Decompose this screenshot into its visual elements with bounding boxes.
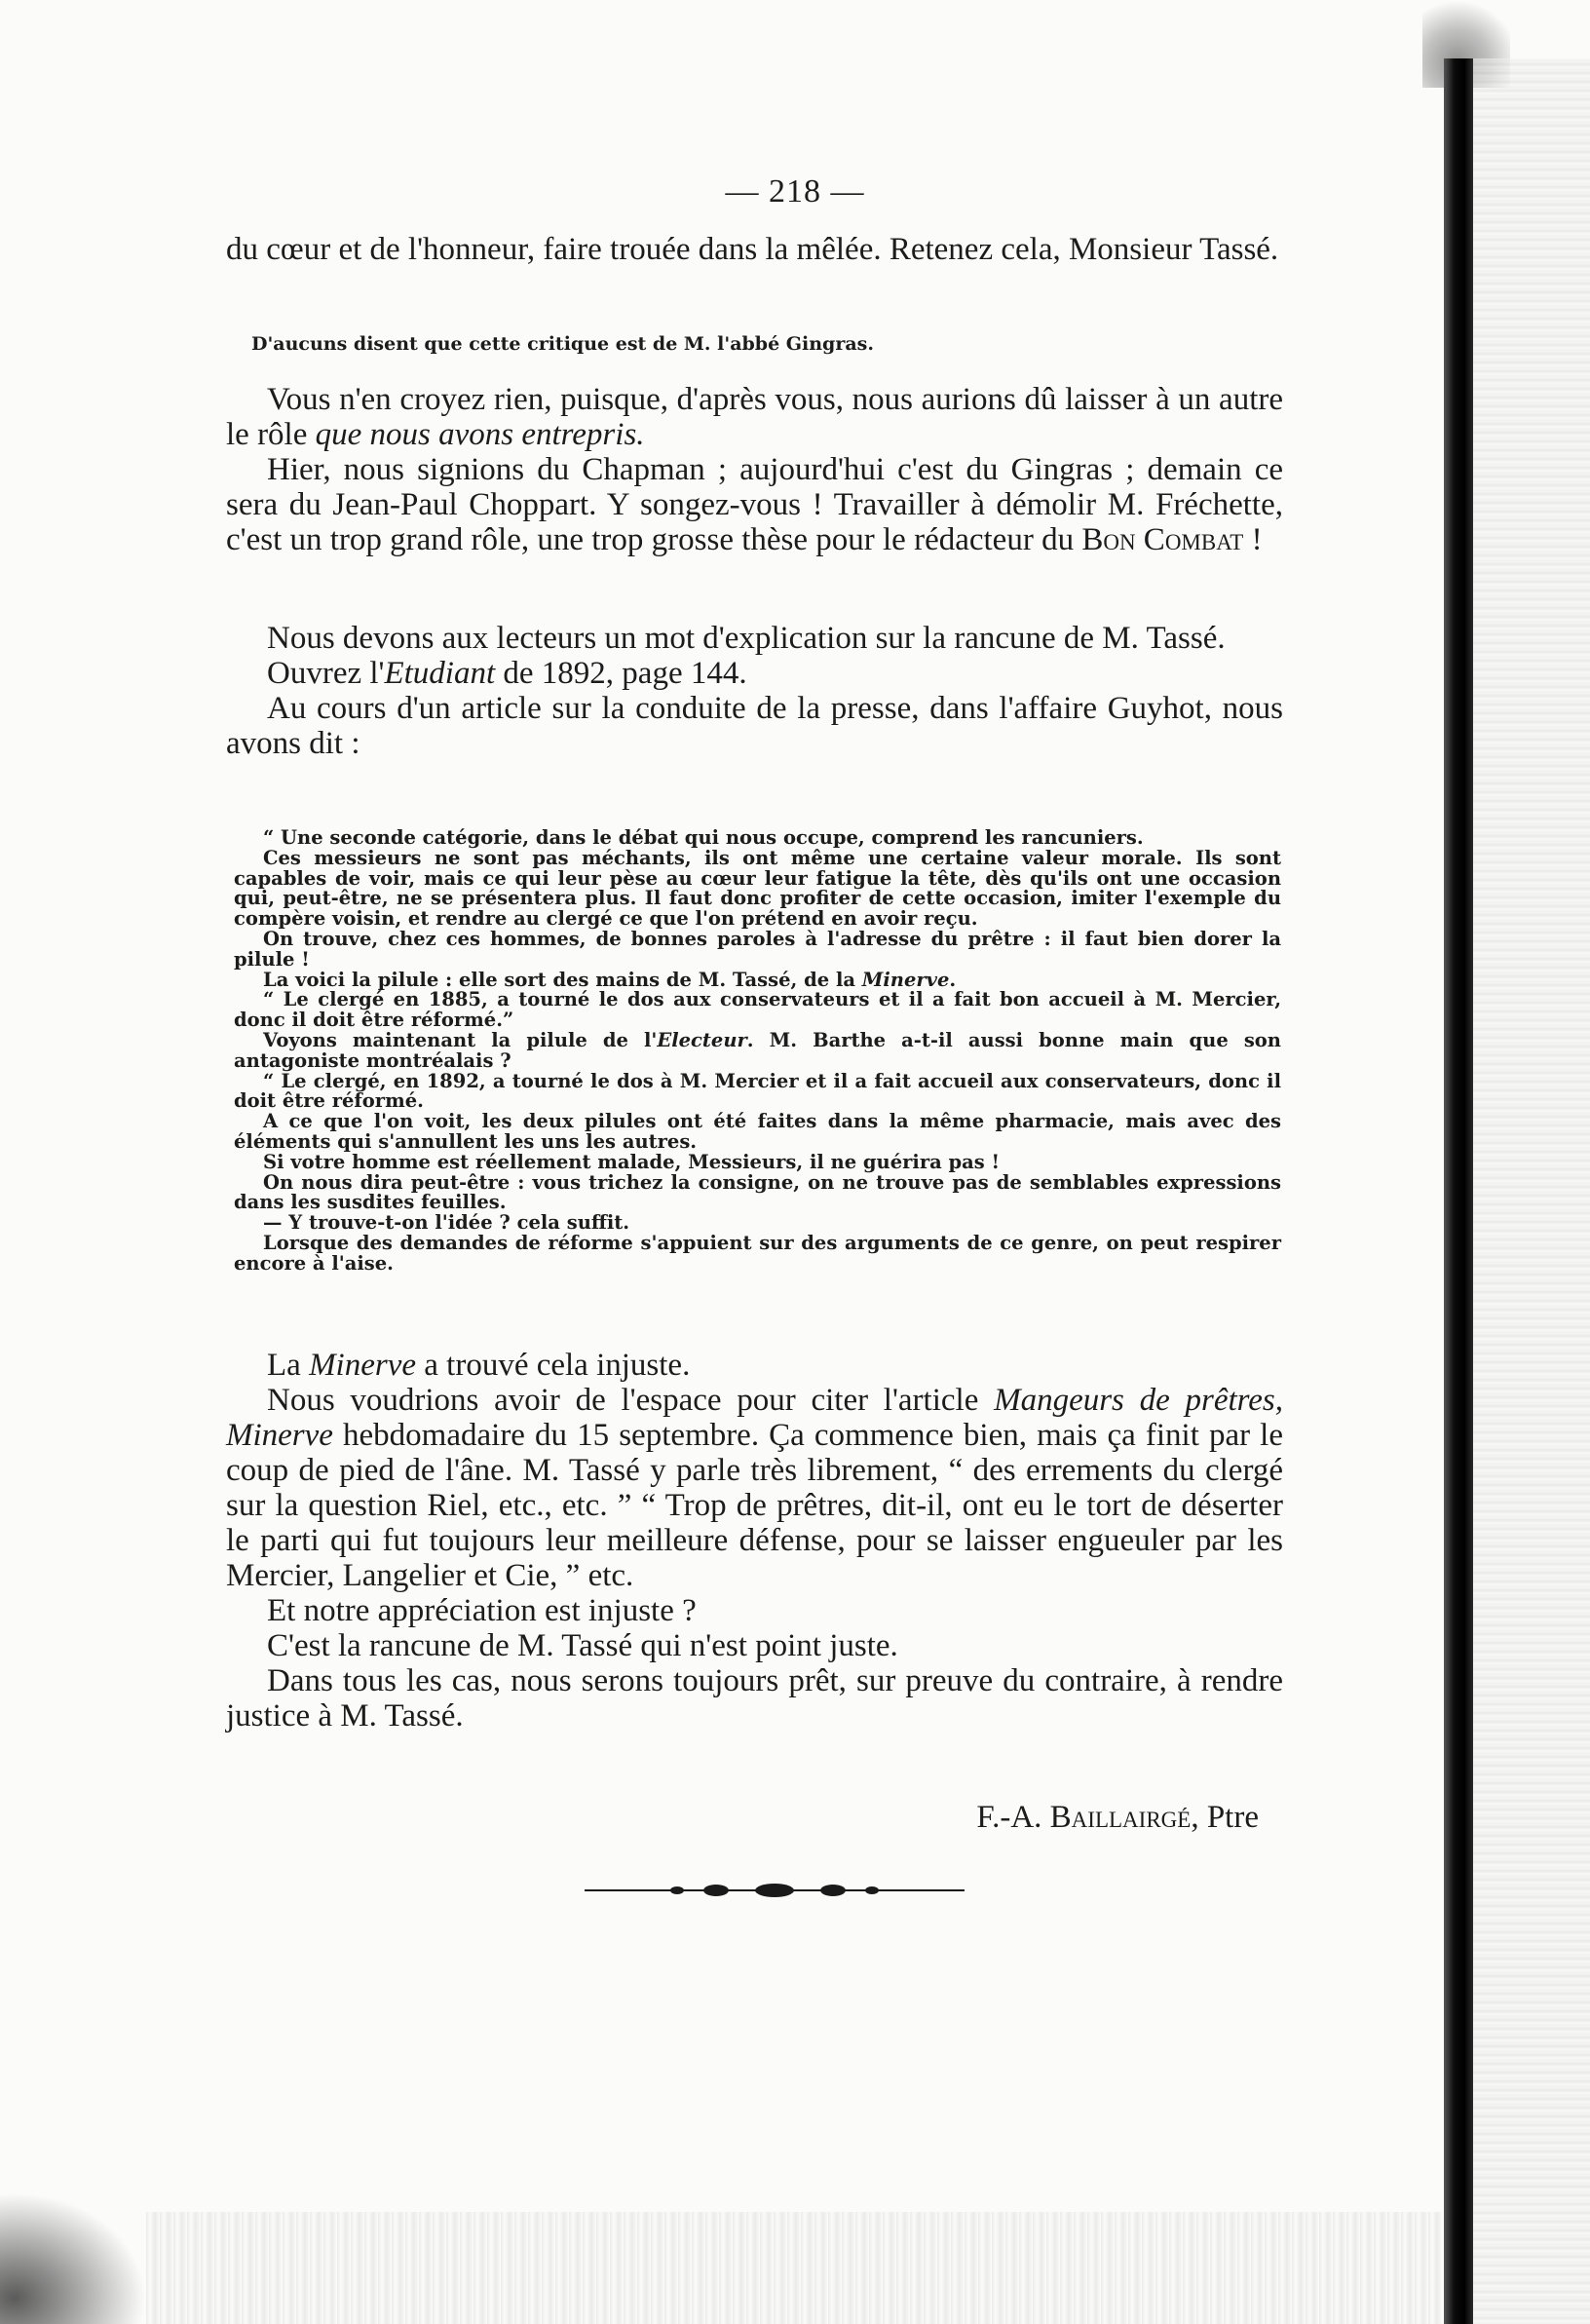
quote-text: “ Le clergé en 1885, a tourné le dos aux conservateurs et il a fait bon accueil à M. Mercier, donc il doit être réformé.” bbox=[234, 988, 1281, 1032]
paragraph-reference bbox=[226, 656, 1283, 691]
paragraph-article-text: Nous voudrions avoir de l'espace pour citer l'article bbox=[267, 1383, 995, 1418]
page-number: — 218 — bbox=[725, 173, 865, 210]
note-block bbox=[251, 333, 1226, 355]
quote-text: “ Le clergé, en 1892, a tourné le dos à M. Mercier et il a fait accueil aux conservateurs, donc il doit être réformé. bbox=[234, 1069, 1281, 1113]
signature-title: , Ptre bbox=[1191, 1800, 1259, 1835]
paragraph-explanation: Nous devons aux lecteurs un mot d'explication sur la rancune de M. Tassé. bbox=[267, 621, 1226, 656]
paragraph-minerve-italic: Minerve bbox=[309, 1348, 417, 1383]
signature-block bbox=[226, 1800, 1259, 1835]
quote-line bbox=[234, 1150, 1281, 1173]
quote-text: Ces messieurs ne sont pas méchants, ils ont même une certaine valeur morale. Ils sont capables de voir, mais ce qui leur pèse au cœur leur fatigue la tête, dès qu'ils ont une occasion qui, peut-être, ne se présentera plus. Il faut donc profiter de cette occasion, imiter l'exemple du compère voisin, et rendre au clergé ce que l'on prétend en avoir reçu. bbox=[234, 846, 1281, 931]
quote-line bbox=[234, 1170, 1281, 1214]
signature-initials: F.-A. bbox=[976, 1800, 1050, 1835]
paragraph-minerve-text: La bbox=[267, 1348, 310, 1383]
quote-line bbox=[234, 1213, 1281, 1234]
journal-name: Bon Combat bbox=[1081, 522, 1244, 557]
quote-text: — Y trouve-t-on l'idée ? cela suffit. bbox=[263, 1211, 630, 1235]
quote-text: La voici la pilule : elle sort des mains de M. Tassé, de la bbox=[263, 968, 862, 991]
paragraph-article bbox=[226, 1383, 1283, 1593]
paragraph-reply-italic: que nous avons entrepris. bbox=[315, 417, 645, 452]
paragraph-reply bbox=[226, 382, 1283, 452]
closing-block bbox=[226, 1348, 1283, 1733]
paragraph-justice: Dans tous les cas, nous serons toujours prêt, sur preuve du contraire, à rendre justice à M. Tassé. bbox=[226, 1663, 1283, 1733]
paragraph-reference-italic: Etudiant bbox=[384, 656, 496, 691]
paragraph-article-rest: hebdomadaire du 15 septembre. Ça commence bien, mais ça finit par le coup de pied de l'âne. M. Tassé y parle très librement, “ des errements du clergé sur la question Riel, etc., etc. ” “ Trop de prêtres, dit-il, ont eu le tort de déserter le parti qui fut toujours leur meilleure défense, pour se laisser engueuler par les Mercier, Langelier et Cie, ” etc. bbox=[226, 1418, 1283, 1593]
paragraph-continuation: du cœur et de l'honneur, faire trouée dans la mêlée. Retenez cela, Monsieur Tassé. bbox=[226, 232, 1279, 267]
paragraph-reference-text: Ouvrez l' bbox=[267, 656, 385, 691]
scan-corner-shadow bbox=[0, 2192, 146, 2324]
paragraph-rancune: C'est la rancune de M. Tassé qui n'est point juste. bbox=[267, 1628, 898, 1663]
quote-line bbox=[234, 1231, 1281, 1275]
quote-italic: Minerve bbox=[861, 968, 950, 991]
paragraph-reference-end: de 1892, page 144. bbox=[495, 656, 747, 691]
quote-text: “ Une seconde catégorie, dans le débat qui nous occupe, comprend les rancuniers. bbox=[263, 826, 1144, 849]
paragraph-signatures-text: Hier, nous signions du Chapman ; aujourd'hui c'est du Gingras ; demain ce sera du Jean-Paul Choppart. Y songez-vous ! Travailler à démolir M. Fréchette, c'est un trop grand rôle, une trop grosse thèse pour le rédacteur du bbox=[226, 452, 1283, 557]
quote-line bbox=[234, 1028, 1281, 1072]
binding-edge bbox=[1444, 58, 1473, 2324]
paragraph-question: Et notre appréciation est injuste ? bbox=[267, 1593, 697, 1628]
paragraph-signatures-end: ! bbox=[1243, 522, 1263, 557]
scan-noise-right bbox=[1473, 58, 1590, 2324]
quote-line bbox=[234, 927, 1281, 971]
quote-text-end: . bbox=[949, 968, 957, 991]
quote-text: A ce que l'on voit, les deux pilules ont été faites dans la même pharmacie, mais avec des éléments qui s'annullent les uns les autres. bbox=[234, 1110, 1281, 1153]
opening-paragraph-block bbox=[226, 232, 1283, 267]
quote-line bbox=[234, 1069, 1281, 1113]
quote-line bbox=[234, 990, 1281, 1031]
quote-line bbox=[234, 1112, 1281, 1153]
paragraph-minerve-end: a trouvé cela injuste. bbox=[416, 1348, 691, 1383]
quote-text: Si votre homme est réellement malade, Messieurs, il ne guérira pas ! bbox=[263, 1150, 1001, 1173]
paragraph-reply-text: Vous n'en croyez rien, puisque, d'après vous, nous aurions dû laisser à un autre le rôle bbox=[226, 382, 1283, 452]
article-title: Mangeurs de prêtres, Minerve bbox=[226, 1383, 1283, 1453]
quote-text: On nous dira peut-être : vous trichez la consigne, on ne trouve pas de semblables expressions dans les susdites feuilles. bbox=[234, 1170, 1281, 1214]
end-ornament bbox=[585, 1881, 965, 1900]
signature bbox=[226, 1800, 1259, 1835]
quote-text: Voyons maintenant la pilule de l' bbox=[263, 1028, 658, 1051]
quote-line bbox=[234, 968, 1281, 991]
paragraph-context: Au cours d'un article sur la conduite de la presse, dans l'affaire Guyhot, nous avons dit : bbox=[226, 691, 1283, 761]
explanation-block bbox=[226, 621, 1283, 761]
quote-text: On trouve, chez ces hommes, de bonnes paroles à l'adresse du prêtre : il faut bien dorer la pilule ! bbox=[234, 927, 1281, 971]
reply-block bbox=[226, 382, 1283, 557]
attribution-note: D'aucuns disent que cette critique est de M. l'abbé Gingras. bbox=[251, 333, 874, 355]
quote-line bbox=[234, 828, 1281, 849]
paragraph-signatures bbox=[226, 452, 1283, 557]
paragraph-minerve bbox=[226, 1348, 1283, 1383]
quoted-article bbox=[234, 828, 1281, 1275]
scan-noise-bottom bbox=[146, 2212, 1442, 2324]
signature-name: Baillairgé bbox=[1049, 1800, 1192, 1835]
quote-text: Lorsque des demandes de réforme s'appuient sur des arguments de ce genre, on peut respirer encore à l'aise. bbox=[234, 1231, 1281, 1275]
quote-line bbox=[234, 846, 1281, 931]
quote-italic: Electeur bbox=[657, 1028, 747, 1051]
quote-text-end: . M. Barthe a-t-il aussi bonne main que son antagoniste montréalais ? bbox=[234, 1028, 1281, 1072]
